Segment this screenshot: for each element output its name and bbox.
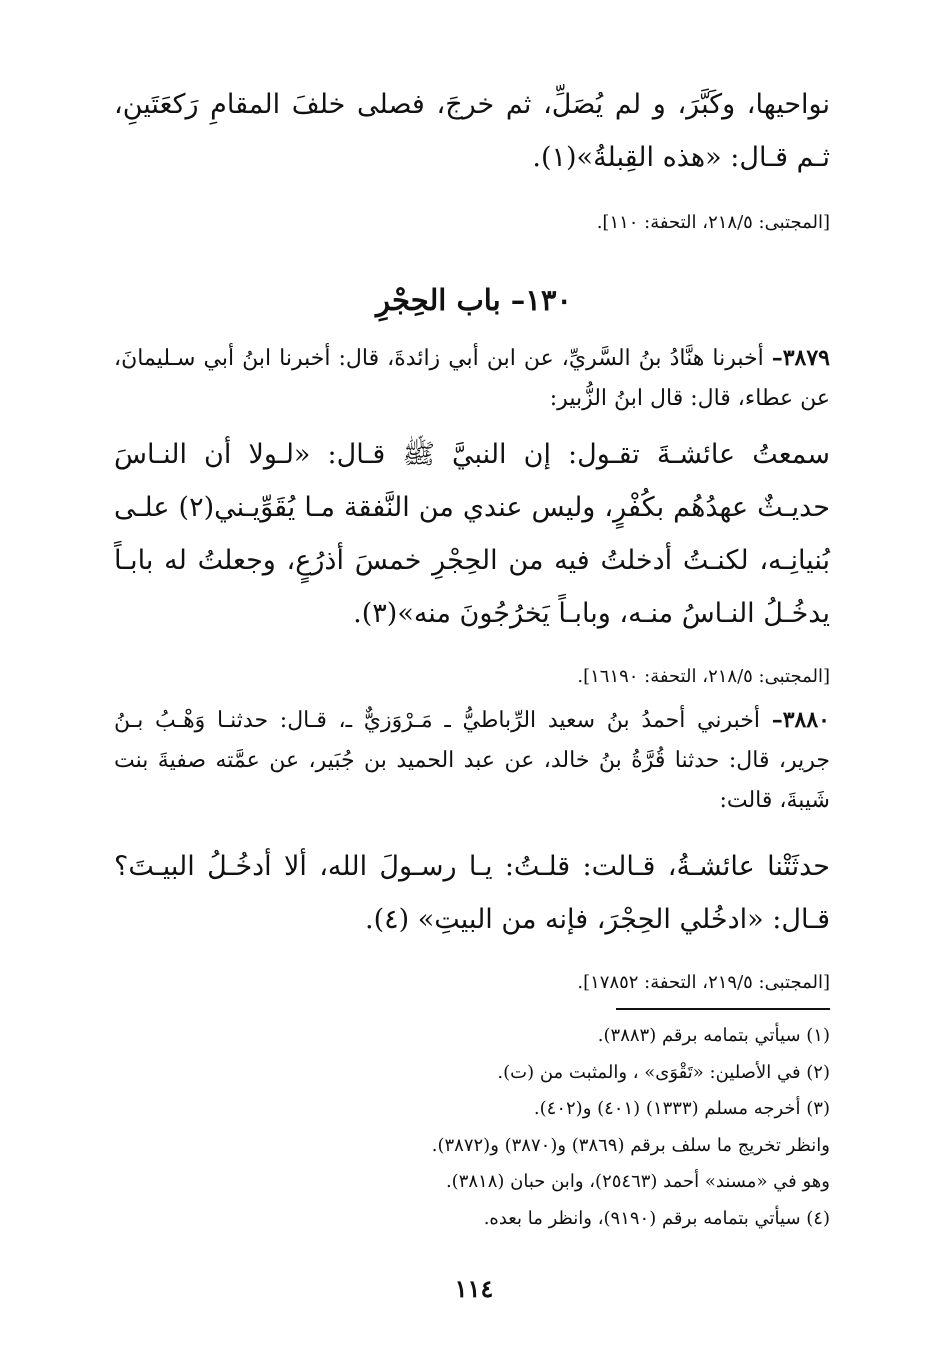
reference-line: [المجتبى: ٢١٩/٥، التحفة: ١٧٨٥٢]. — [577, 972, 830, 993]
continued-hadith-text: نواحيها، وكَبَّرَ، و لم يُصَلِّ، ثم خرجَ، فصلى خلفَ المقامِ رَكعَتَينِ، ثـم قـال: «هذه القِبلةُ»(١). — [114, 89, 830, 173]
hadith-3879-isnad — [114, 338, 830, 419]
reference-line: [المجتبى: ٢١٨/٥، التحفة: ١٦١٩٠]. — [577, 666, 830, 687]
reference-line: [المجتبى: ٢١٨/٥، التحفة: ١١٠]. — [596, 212, 830, 233]
footnote: وهو في «مسند» أحمد (٢٥٤٦٣)، وابن حبان (٣٨١٨). — [445, 1171, 830, 1192]
hadith-3880-matn: حدثَتْنا عائشـةُ، قـالت: قلـتُ: يـا رسـولَ الله، ألا أدخُـلُ البيـتَ؟ قـال: «ادخُلي الحِجْرَ، فإنه من البيتِ» (٤). — [114, 851, 830, 935]
footnotes-list — [114, 1018, 830, 1237]
footnote: وانظر تخريج ما سلف برقم (٣٨٦٩) و(٣٨٧٠) و(٣٨٧٢). — [431, 1134, 830, 1156]
footnote: (١) سيأتي بتمامه برقم (٣٨٨٣). — [597, 1025, 830, 1046]
hadith-3880-isnad — [114, 700, 830, 821]
footnote: (٢) في الأصلين: «تَقْوَى» ، والمثبت من (ت). — [497, 1061, 830, 1083]
footnote-divider — [616, 1008, 830, 1010]
page-number: ١١٤ — [454, 1274, 494, 1303]
hadith-3879-matn: سمعتُ عائشـةَ تقـول: إن النبيَّ ﷺ قـال: «لـولا أن النـاسَ حديـثٌ عهدُهُم بكُفْرٍ، وليس عندي من النَّفقة مـا يُقَوِّيـني(٢) علـى بُنيانِـه، لكنـتُ أدخلتُ فيه من الحِجْرِ خمسَ أذرُعٍ، وجعلتُ له بابـاً يدخُـلُ النـاسُ منـه، وبابـاً يَخرُجُونَ منه»(٣). — [114, 439, 830, 629]
isnad-text: أخبرني أحمدُ بنُ سعيد الرِّباطيُّ ـ مَـرْوَزيٌّ ـ، قـال: حدثنـا وَهْـبُ بـنُ جرير، قال: حدثنا قُرَّةُ بنُ خالد، عن عبد الحميد بن جُبَير، عن عمَّته صفيةَ بنت شَيبةَ، قالت: — [114, 708, 830, 813]
isnad-text: أخبرنا هنَّادُ بنُ السَّريِّ، عن ابن أبي زائدةَ، قال: أخبرنا ابنُ أبي سـليمانَ، عن عطاء، قال: قال ابنُ الزُّبير: — [114, 346, 830, 411]
hadith-number: ٣٨٨٠– — [771, 707, 830, 733]
footnote: (٤) سيأتي بتمامه برقم (٩١٩٠)، وانظر ما بعده. — [483, 1207, 830, 1229]
footnote: (٣) أخرجه مسلم (١٣٣٣) (٤٠١) و(٤٠٢). — [533, 1098, 830, 1119]
hadith-number: ٣٨٧٩– — [771, 345, 830, 371]
chapter-heading: ١٣٠– باب الحِجْرِ — [376, 283, 572, 317]
